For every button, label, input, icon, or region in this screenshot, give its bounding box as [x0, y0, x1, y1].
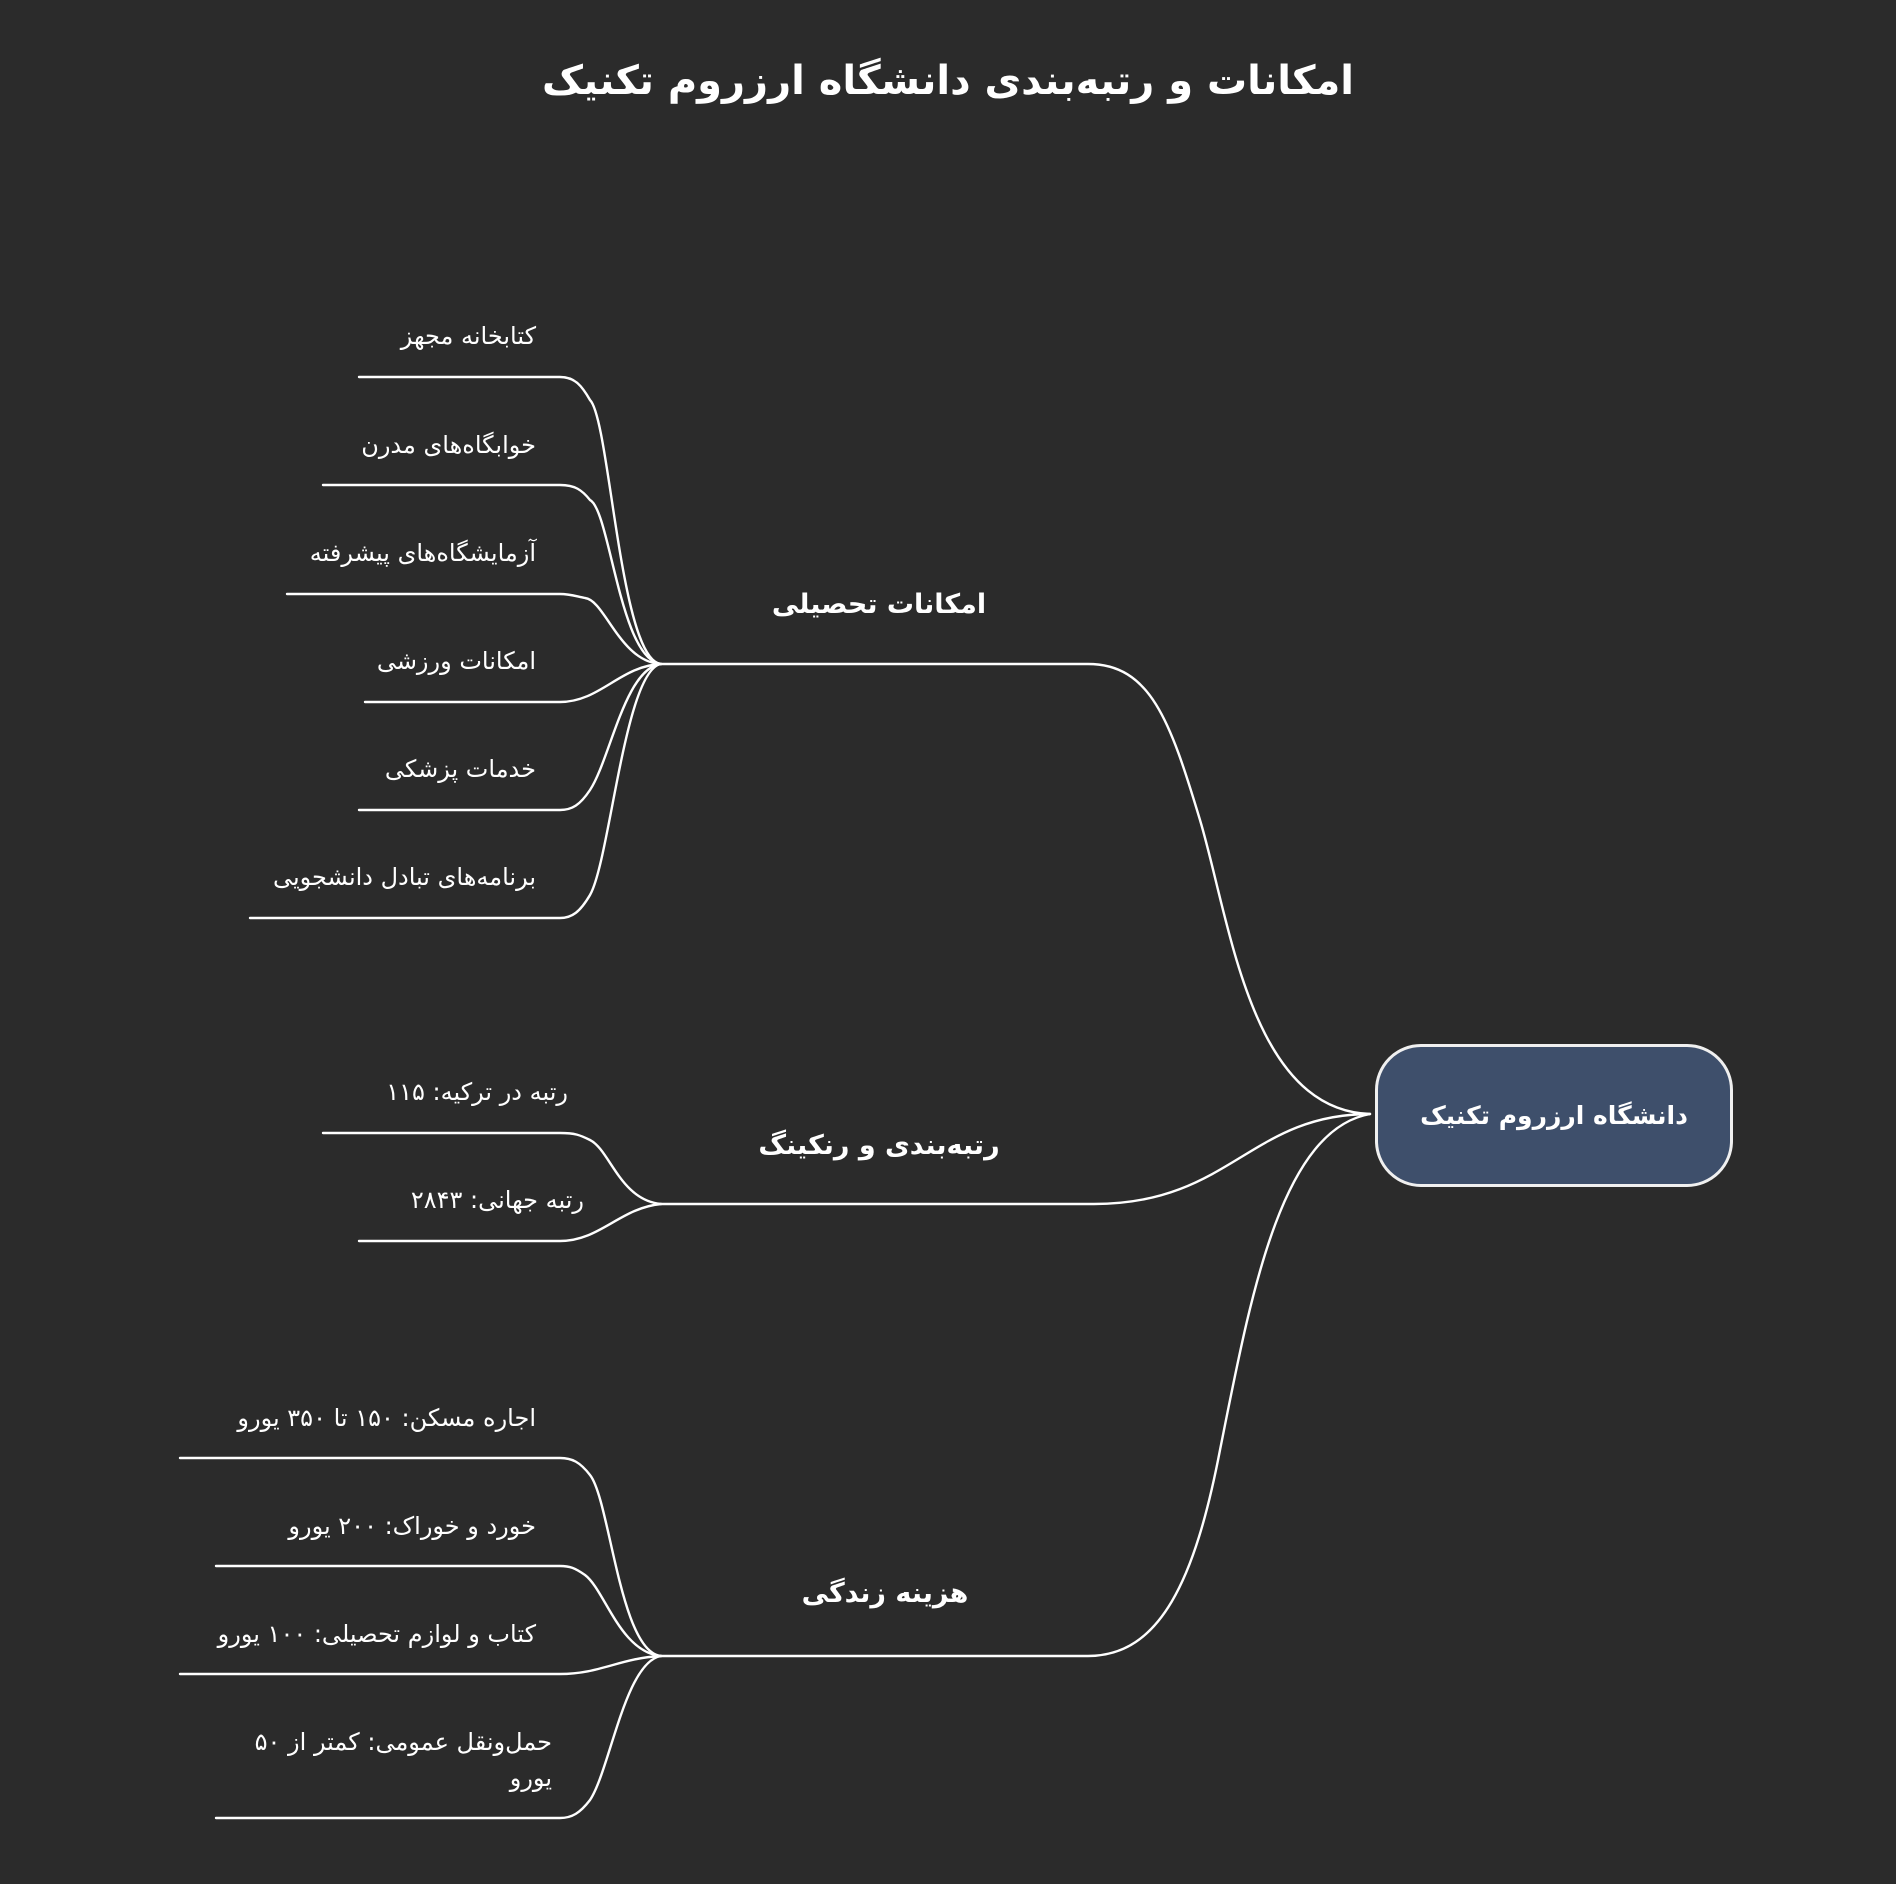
diagram-title: امکانات و رتبه‌بندی دانشگاه ارزروم تکنیک [542, 58, 1354, 104]
leaf-books-supplies[interactable]: کتاب و لوازم تحصیلی: ۱۰۰ یورو [217, 1620, 536, 1648]
branch-rankings[interactable]: رتبه‌بندی و رنکینگ [758, 1130, 1000, 1161]
leaf-medical-services[interactable]: خدمات پزشکی [384, 755, 536, 783]
leaf-sports-facilities[interactable]: امکانات ورزشی [376, 647, 536, 675]
leaf-public-transport[interactable]: حمل‌ونقل عمومی: کمتر از ۵۰ یورو [254, 1728, 552, 1792]
leaf-advanced-labs[interactable]: آزمایشگاه‌های پیشرفته [309, 539, 536, 567]
branch-living-costs[interactable]: هزینه زندگی [801, 1578, 969, 1609]
branch-academic-facilities[interactable]: امکانات تحصیلی [771, 589, 987, 620]
leaf-food[interactable]: خورد و خوراک: ۲۰۰ یورو [288, 1512, 536, 1540]
link-root-branch-3 [661, 1114, 1370, 1656]
leaf-rank-world[interactable]: رتبه جهانی: ۲۸۴۳ [410, 1186, 584, 1214]
root-node[interactable] [1375, 1044, 1733, 1187]
link-root-branch-1 [661, 664, 1370, 1114]
leaf-modern-dorms[interactable]: خوابگاه‌های مدرن [361, 431, 536, 459]
leaf-equipped-library[interactable]: کتابخانه مجهز [400, 322, 536, 350]
leaf-rank-turkey[interactable]: رتبه در ترکیه: ۱۱۵ [386, 1078, 568, 1106]
leaf-housing-rent[interactable]: اجاره مسکن: ۱۵۰ تا ۳۵۰ یورو [237, 1404, 536, 1432]
link-leaf-3-3 [180, 1656, 661, 1674]
link-leaf-1-1 [359, 377, 661, 664]
link-leaf-1-2 [323, 485, 661, 664]
root-node-label: دانشگاه ارزروم تکنیک [1420, 1101, 1688, 1130]
leaf-student-exchange[interactable]: برنامه‌های تبادل دانشجویی [272, 863, 536, 891]
